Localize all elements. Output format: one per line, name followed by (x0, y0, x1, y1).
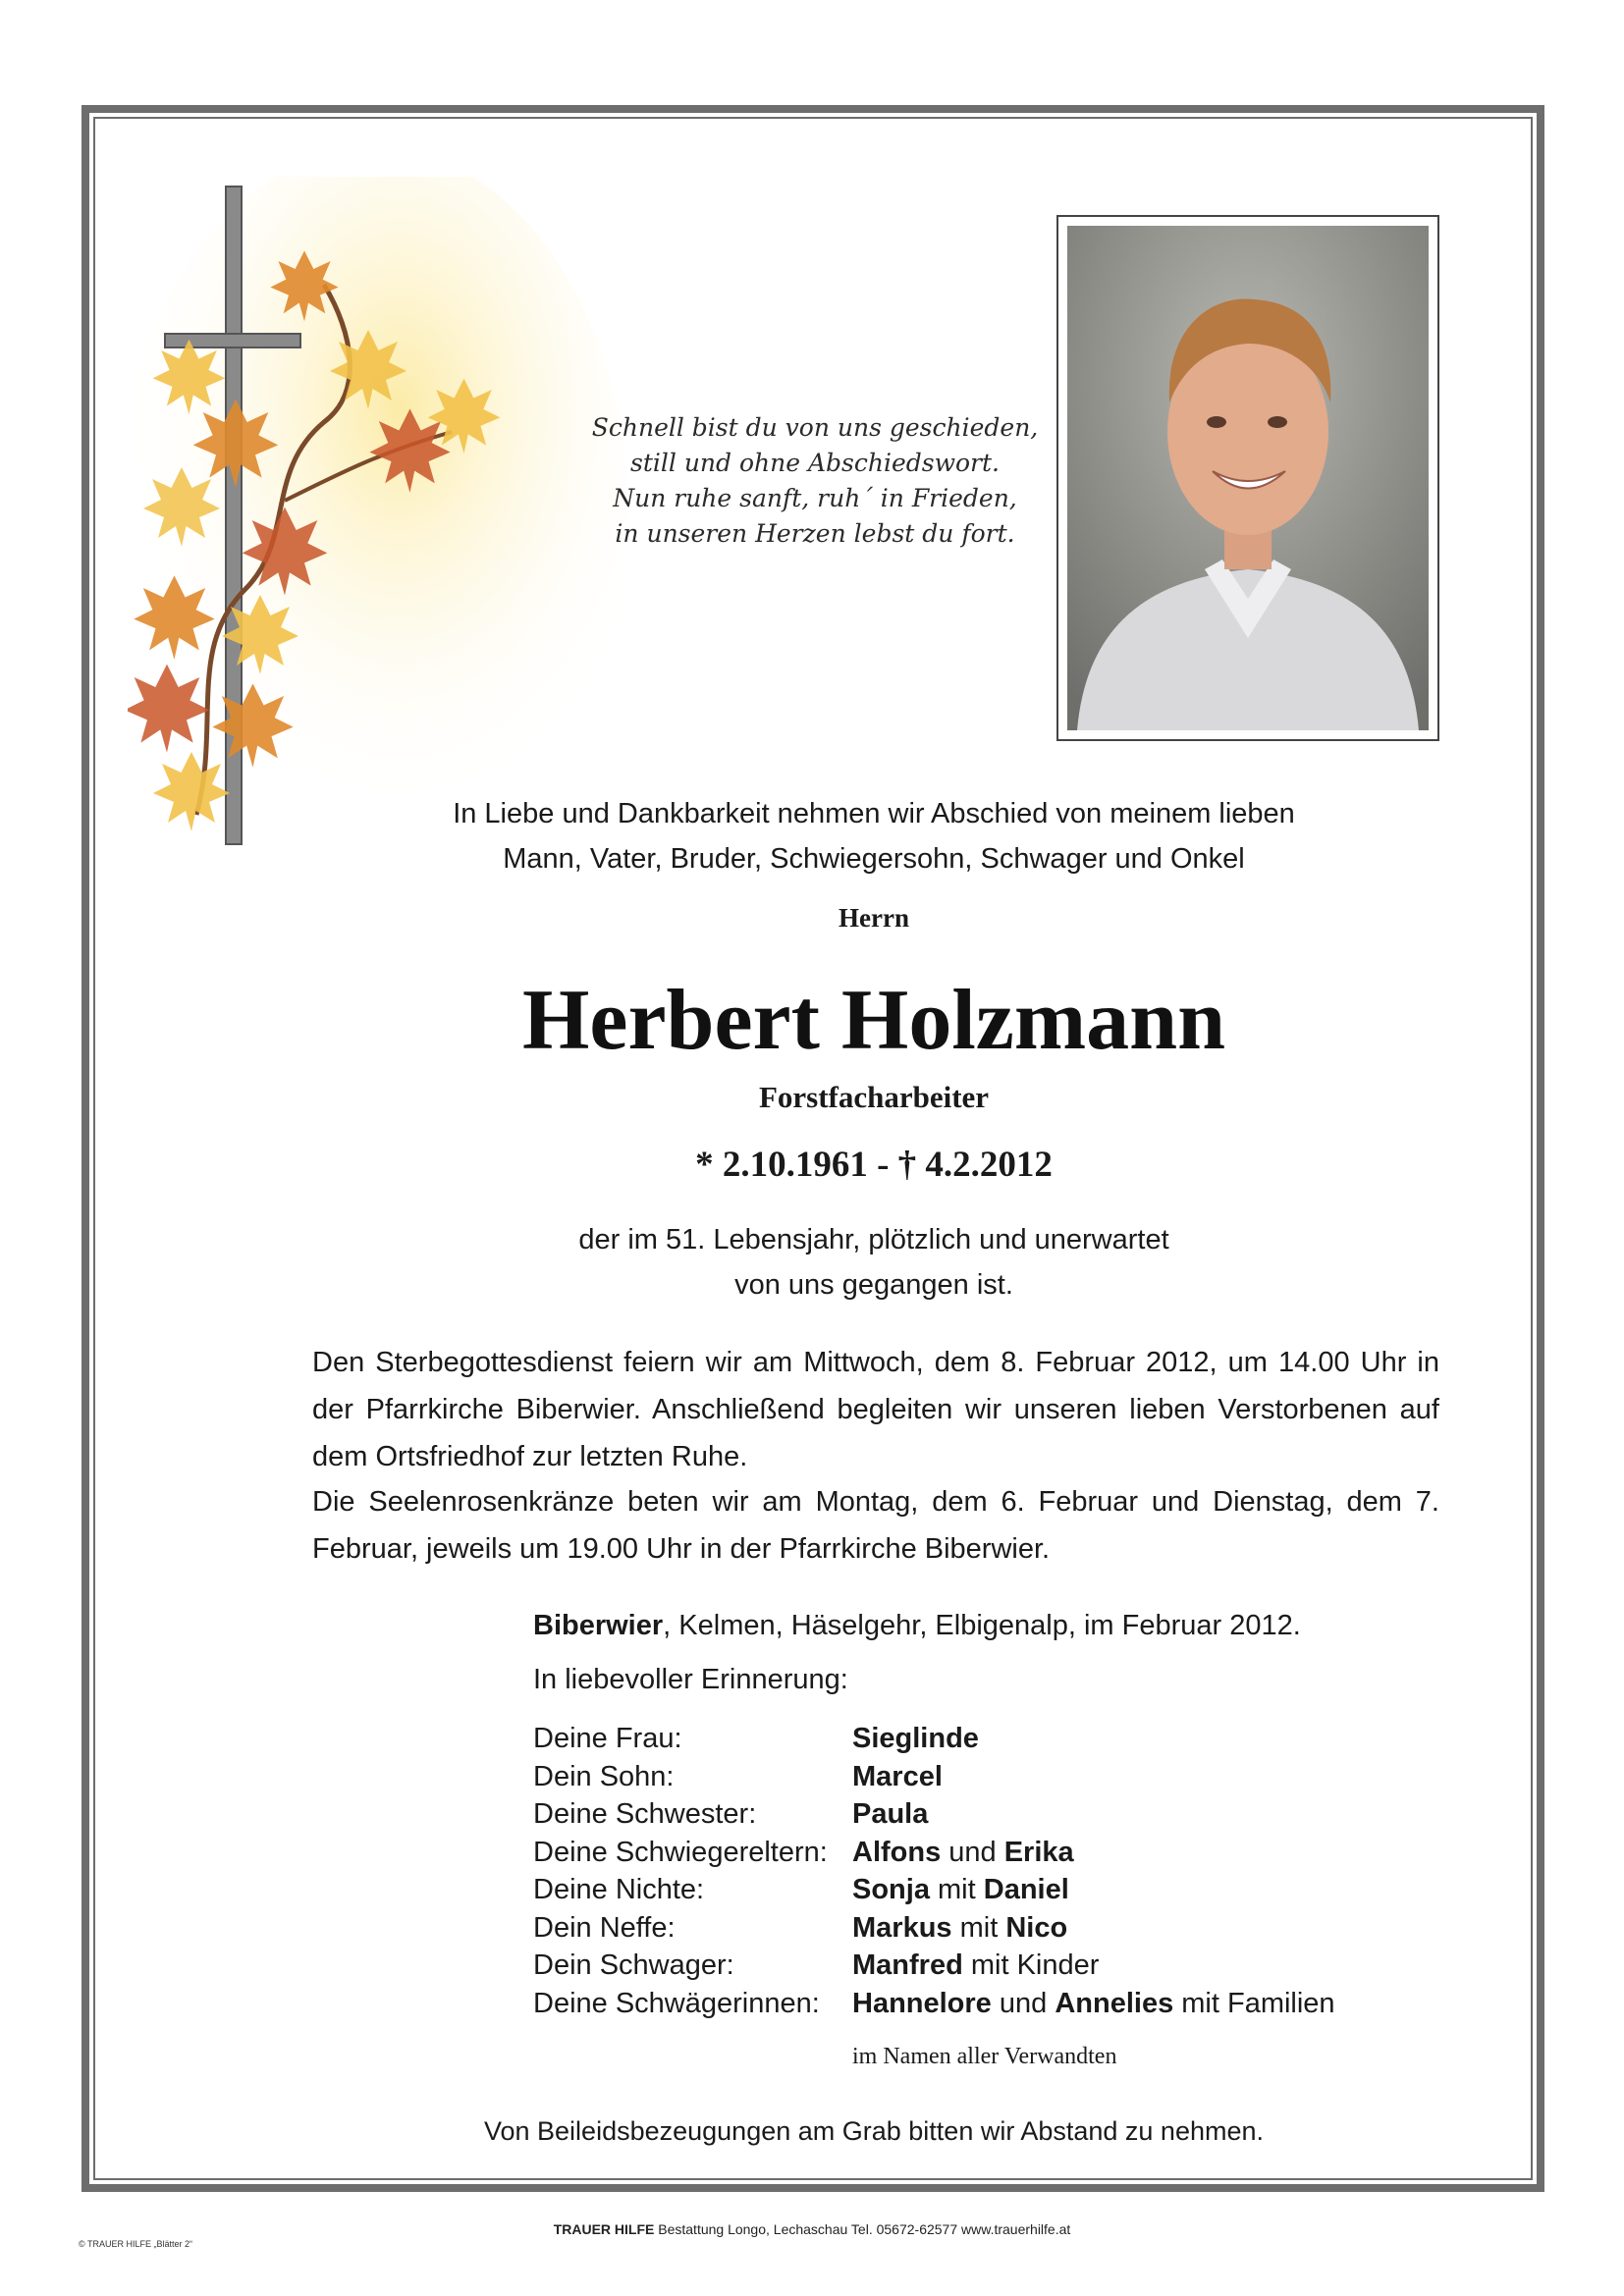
mourner-names (852, 1985, 1335, 2023)
mourner-relation: Dein Neffe: (533, 1911, 676, 1944)
mourner-names (852, 1834, 1074, 1872)
age-line: von uns gegangen ist. (734, 1269, 1013, 1301)
place-and-date (533, 1610, 1301, 1642)
memorial-verse (569, 410, 1060, 552)
cross-horizontal-beam (165, 334, 300, 347)
age-note (373, 1217, 1375, 1308)
mourner-relation: Deine Schwester: (533, 1798, 757, 1830)
mourner-name: Hannelore (852, 1987, 992, 2019)
footer-brand: TRAUER HILFE (553, 2221, 655, 2237)
mourner-name: Alfons (852, 1836, 942, 1868)
mourner-row (533, 1795, 1335, 1834)
portrait-frame (1056, 215, 1439, 741)
mourner-row (533, 1985, 1335, 2023)
intro-line: Mann, Vater, Bruder, Schwiegersohn, Schwager und Onkel (503, 843, 1245, 875)
deceased-occupation: Forstfacharbeiter (758, 1080, 990, 1114)
mourner-names (852, 1720, 979, 1758)
mourner-name: Paula (852, 1798, 929, 1830)
footer-text: Bestattung Longo, Lechaschau Tel. 05672-62577 www.trauerhilfe.at (654, 2221, 1071, 2237)
verse-line: Nun ruhe sanft, ruh´ in Frieden, (613, 484, 1017, 512)
mourner-connector: und (941, 1836, 1004, 1868)
footer-imprint (0, 2221, 1624, 2237)
mourner-name: Nico (1005, 1911, 1068, 1944)
age-line: der im 51. Lebensjahr, plötzlich und unerwartet (578, 1224, 1169, 1255)
mourner-connector: mit Familien (1173, 1987, 1335, 2019)
mourner-row (533, 1909, 1335, 1948)
mourner-name: Daniel (983, 1874, 1069, 1905)
mourner-relation: Deine Schwägerinnen: (533, 1987, 820, 2019)
mourner-row (533, 1758, 1335, 1796)
mourner-relation: Deine Schwiegereltern: (533, 1836, 828, 1868)
mourner-names (852, 1909, 1067, 1948)
mourner-row (533, 1871, 1335, 1909)
mourner-name: Sieglinde (852, 1723, 979, 1754)
mourner-name: Sonja (852, 1874, 930, 1905)
mourner-relation: Deine Frau: (533, 1723, 682, 1754)
mourners-list (533, 1720, 1335, 2022)
copyright-note: © TRAUER HILFE „Blätter 2“ (79, 2239, 192, 2249)
verse-line: still und ohne Abschiedswort. (630, 449, 1000, 477)
deceased-name: Herbert Holzmann (521, 973, 1226, 1068)
intro-line: In Liebe und Dankbarkeit nehmen wir Abschied von meinem lieben (453, 798, 1295, 829)
mourner-connector: mit Kinder (962, 1949, 1100, 1981)
mourner-name: Manfred (852, 1949, 963, 1981)
mourner-row (533, 1720, 1335, 1758)
mourner-connector: und (991, 1987, 1056, 2019)
place-rest: , Kelmen, Häselgehr, Elbigenalp, im Februar 2012. (663, 1610, 1301, 1641)
funeral-service-paragraph: Den Sterbegottesdienst feiern wir am Mittwoch, dem 8. Februar 2012, um 14.00 Uhr in der Pfarrkirche Biberwier. Anschließend begleiten wir unseren lieben Verstorbenen auf dem Ortsfriedhof zur letzten Ruhe. (312, 1347, 1439, 1472)
memory-label: In liebevoller Erinnerung: (533, 1664, 848, 1695)
place-town: Biberwier (533, 1610, 664, 1641)
mourner-relation: Deine Nichte: (533, 1874, 705, 1905)
mourner-connector: mit (929, 1874, 984, 1905)
mourner-name: Erika (1003, 1836, 1074, 1868)
closing-note: Von Beileidsbezeugungen am Grab bitten wir Abstand zu nehmen. (483, 2116, 1265, 2146)
mourner-name: Annelies (1055, 1987, 1174, 2019)
rosary-paragraph: Die Seelenrosenkränze beten wir am Montag, dem 6. Februar und Dienstag, dem 7. Februar, jeweils um 19.00 Uhr in der Pfarrkirche Biberwier. (312, 1486, 1439, 1565)
on-behalf-note: im Namen aller Verwandten (852, 2044, 1117, 2069)
mourner-relation: Dein Sohn: (533, 1760, 675, 1792)
verse-line: in unseren Herzen lebst du fort. (615, 519, 1015, 548)
mourner-name: Markus (852, 1911, 952, 1944)
mourner-connector: mit (951, 1911, 1006, 1944)
verse-line: Schnell bist du von uns geschieden, (591, 413, 1039, 442)
mourner-names (852, 1947, 1099, 1985)
mourner-names (852, 1758, 943, 1796)
mourner-names (852, 1871, 1069, 1909)
portrait-photo (1067, 226, 1429, 730)
salutation: Herrn (839, 903, 909, 933)
mourner-name: Marcel (852, 1760, 943, 1792)
mourner-names (852, 1795, 928, 1834)
intro-text (373, 791, 1375, 881)
mourner-row (533, 1947, 1335, 1985)
mourner-row (533, 1834, 1335, 1872)
birth-death-dates: * 2.10.1961 - † 4.2.2012 (695, 1145, 1053, 1185)
mourner-relation: Dein Schwager: (533, 1949, 734, 1981)
